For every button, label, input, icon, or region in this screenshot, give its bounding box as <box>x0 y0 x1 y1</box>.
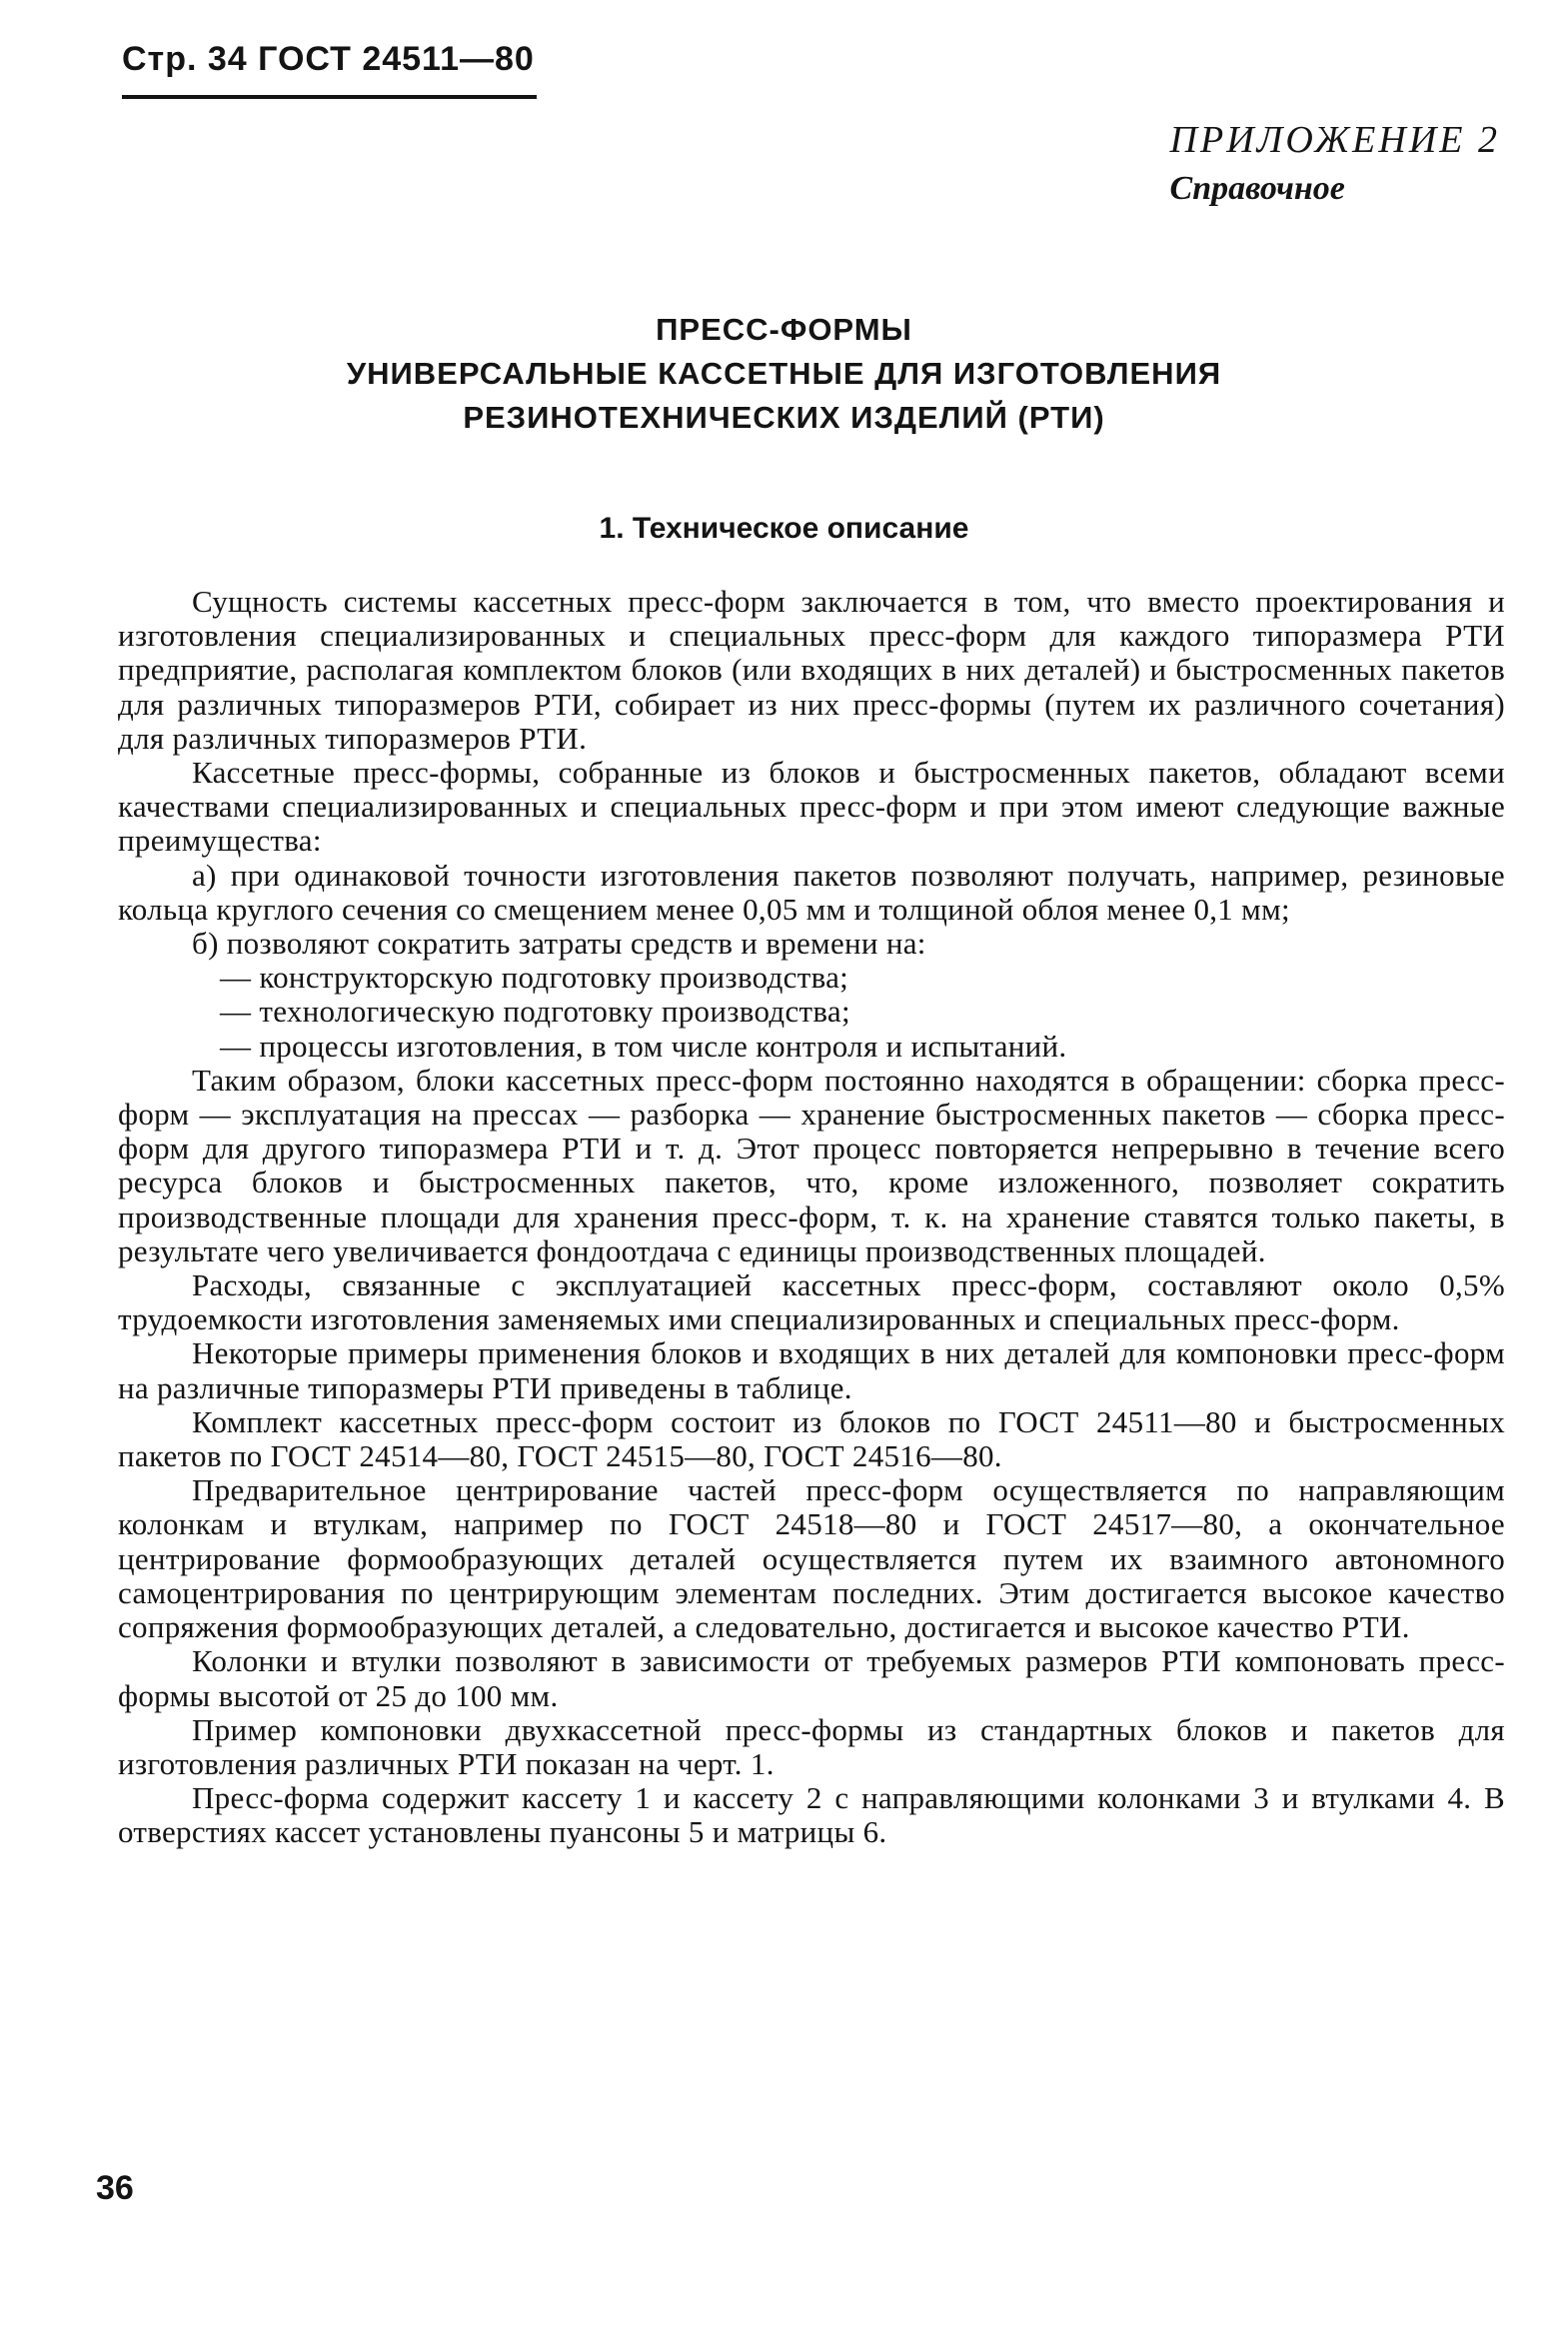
paragraph: Пример компоновки двухкассетной пресс-формы из стандартных блоков и пакетов для изготовления различных РТИ показан на черт. 1. <box>118 1711 1505 1781</box>
paragraph: б) позволяют сократить затраты средств и времени на: <box>192 926 926 962</box>
appendix-title: ПРИЛОЖЕНИЕ 2 <box>1169 119 1500 161</box>
paragraph: Кассетные пресс-формы, собранные из блоков и быстросменных пакетов, обладают всеми качествами специализированных и специальных пресс-форм и при этом имеют следующие важные преимущества: <box>118 755 1505 859</box>
body-text <box>118 585 1505 1850</box>
paragraph: Расходы, связанные с эксплуатацией кассетных пресс-форм, составляют около 0,5% трудоемкости изготовления заменяемых ими специализированных и специальных пресс-форм. <box>118 1267 1505 1337</box>
paragraph: Пресс-форма содержит кассету 1 и кассету 2 с направляющими колонками 3 и втулками 4. В отверстиях кассет установлены пуансоны 5 и матрицы 6. <box>118 1780 1505 1850</box>
paragraph: Комплект кассетных пресс-форм состоит из блоков по ГОСТ 24511—80 и быстросменных пакетов по ГОСТ 24514—80, ГОСТ 24515—80, ГОСТ 24516—80. <box>118 1403 1505 1474</box>
paragraph: Сущность системы кассетных пресс-форм заключается в том, что вместо проектирования и изготовления специализированных и специальных пресс-форм для каждого типоразмера РТИ предприятие, располагая комплектом блоков (или входящих в них деталей) и быстросменных пакетов для различных типоразмеров РТИ, собирает из них пресс-формы (путем их различного сочетания) для различных типоразмеров РТИ. <box>118 584 1505 756</box>
list-item: — конструкторскую подготовку производства; <box>220 960 849 996</box>
paragraph: Таким образом, блоки кассетных пресс-форм постоянно находятся в обращении: сборка пресс-форм — эксплуатация на прессах — разборка — хранение быстросменных пакетов — сборка пресс-форм для другого типоразмера РТИ и т. д. Этот процесс повторяется непрерывно в течение всего ресурса блоков и быстросменных пакетов, что, кроме изложенного, позволяет сократить производственные площади для хранения пресс-форм, т. к. на хранение ставятся только пакеты, в результате чего увеличивается фондоотдача с единицы производственных площадей. <box>118 1062 1505 1268</box>
appendix-block <box>1170 118 1500 208</box>
appendix-type: Справочное <box>1169 170 1345 207</box>
title-line: УНИВЕРСАЛЬНЫЕ КАССЕТНЫЕ ДЛЯ ИЗГОТОВЛЕНИЯ <box>346 356 1222 391</box>
header-rule <box>122 95 537 99</box>
paragraph: Некоторые примеры применения блоков и входящих в них деталей для компоновки пресс-форм на различные типоразмеры РТИ приведены в таблице. <box>118 1335 1505 1405</box>
list-item: — технологическую подготовку производства; <box>220 994 850 1030</box>
section-heading: 1. Техническое описание <box>599 512 969 545</box>
page-header: Стр. 34 ГОСТ 24511—80 <box>122 40 535 78</box>
title-line: ПРЕСС-ФОРМЫ <box>656 312 912 347</box>
document-title <box>0 308 1568 440</box>
paragraph: Колонки и втулки позволяют в зависимости от требуемых размеров РТИ компоновать пресс-формы высотой от 25 до 100 мм. <box>118 1643 1505 1713</box>
page-number: 36 <box>96 2169 134 2207</box>
list-item: — процессы изготовления, в том числе контроля и испытаний. <box>220 1028 1067 1064</box>
title-line: РЕЗИНОТЕХНИЧЕСКИХ ИЗДЕЛИЙ (РТИ) <box>463 400 1105 435</box>
paragraph: а) при одинаковой точности изготовления пакетов позволяют получать, например, резиновые кольца круглого сечения со смещением менее 0,05 мм и толщиной облоя менее 0,1 мм; <box>118 857 1505 927</box>
paragraph: Предварительное центрирование частей пресс-форм осуществляется по направляющим колонкам и втулкам, например по ГОСТ 24518—80 и ГОСТ 24517—80, а окончательное центрирование формообразующих деталей осуществляется путем их взаимного автономного самоцентрирования по центрирующим элементам последних. Этим достигается высокое качество сопряжения формообразующих деталей, а следовательно, достигается и высокое качество РТИ. <box>118 1472 1505 1645</box>
